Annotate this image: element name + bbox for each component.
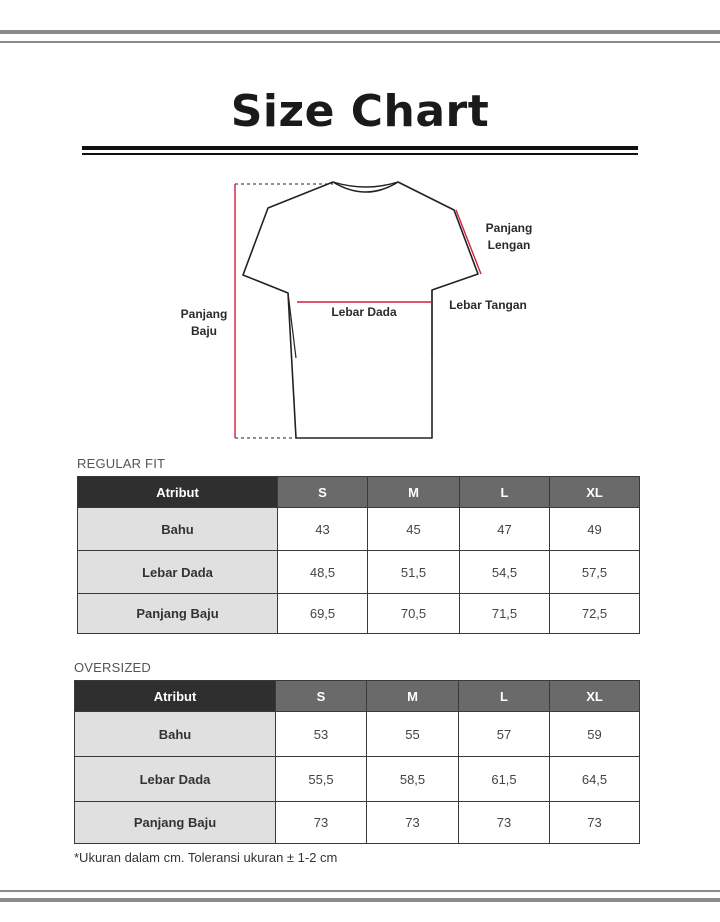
table-header-row (75, 681, 640, 712)
header-size-xl: XL (550, 477, 640, 508)
table-cell: 61,5 (459, 757, 550, 802)
table-cell: 45 (368, 508, 460, 551)
table-cell: 69,5 (278, 594, 368, 634)
sleeve-length-measure-line (456, 210, 481, 274)
table-cell: 54,5 (460, 551, 550, 594)
header-atribut: Atribut (75, 681, 276, 712)
title-underline-thin (82, 153, 638, 155)
title-underline-thick (82, 146, 638, 150)
header-size-m: M (367, 681, 459, 712)
tshirt-diagram (0, 170, 720, 450)
label-lebar-dada: Lebar Dada (331, 305, 397, 319)
row-label: Lebar Dada (75, 757, 276, 802)
table-cell: 49 (550, 508, 640, 551)
header-size-l: L (460, 477, 550, 508)
header-size-m: M (368, 477, 460, 508)
table-cell: 70,5 (368, 594, 460, 634)
table-header-row (78, 477, 640, 508)
header-size-xl: XL (550, 681, 640, 712)
top-border-rule-thick (0, 30, 720, 34)
header-size-l: L (459, 681, 550, 712)
table-cell: 73 (367, 802, 459, 844)
regular-fit-label: REGULAR FIT (77, 456, 166, 471)
table-cell: 72,5 (550, 594, 640, 634)
label-lebar-tangan: Lebar Tangan (449, 298, 527, 312)
table-cell: 43 (278, 508, 368, 551)
row-label: Panjang Baju (75, 802, 276, 844)
table-cell: 59 (550, 712, 640, 757)
table-cell: 48,5 (278, 551, 368, 594)
table-row (75, 802, 640, 844)
table-row (75, 712, 640, 757)
row-label: Lebar Dada (78, 551, 278, 594)
table-cell: 73 (459, 802, 550, 844)
table-row (75, 757, 640, 802)
row-label: Bahu (75, 712, 276, 757)
regular-fit-table (77, 476, 640, 634)
header-atribut: Atribut (78, 477, 278, 508)
table-cell: 73 (276, 802, 367, 844)
bottom-border-rule-thick (0, 898, 720, 902)
row-label: Panjang Baju (78, 594, 278, 634)
table-cell: 71,5 (460, 594, 550, 634)
table-cell: 47 (460, 508, 550, 551)
header-size-s: S (278, 477, 368, 508)
page-title: Size Chart (230, 86, 490, 137)
label-panjang-lengan: Panjang Lengan (485, 221, 533, 252)
table-row (78, 508, 640, 551)
label-panjang-baju: Panjang Baju (180, 307, 228, 338)
table-cell: 57 (459, 712, 550, 757)
table-cell: 53 (276, 712, 367, 757)
oversized-table (74, 680, 640, 844)
table-cell: 51,5 (368, 551, 460, 594)
size-tolerance-footnote: *Ukuran dalam cm. Toleransi ukuran ± 1-2 cm (74, 850, 338, 865)
table-cell: 64,5 (550, 757, 640, 802)
oversized-label: OVERSIZED (74, 660, 151, 675)
table-row (78, 594, 640, 634)
table-cell: 58,5 (367, 757, 459, 802)
table-cell: 73 (550, 802, 640, 844)
bottom-border-rule-thin (0, 890, 720, 892)
top-border-rule-thin (0, 41, 720, 43)
table-cell: 57,5 (550, 551, 640, 594)
table-row (78, 551, 640, 594)
table-cell: 55,5 (276, 757, 367, 802)
row-label: Bahu (78, 508, 278, 551)
header-size-s: S (276, 681, 367, 712)
table-cell: 55 (367, 712, 459, 757)
